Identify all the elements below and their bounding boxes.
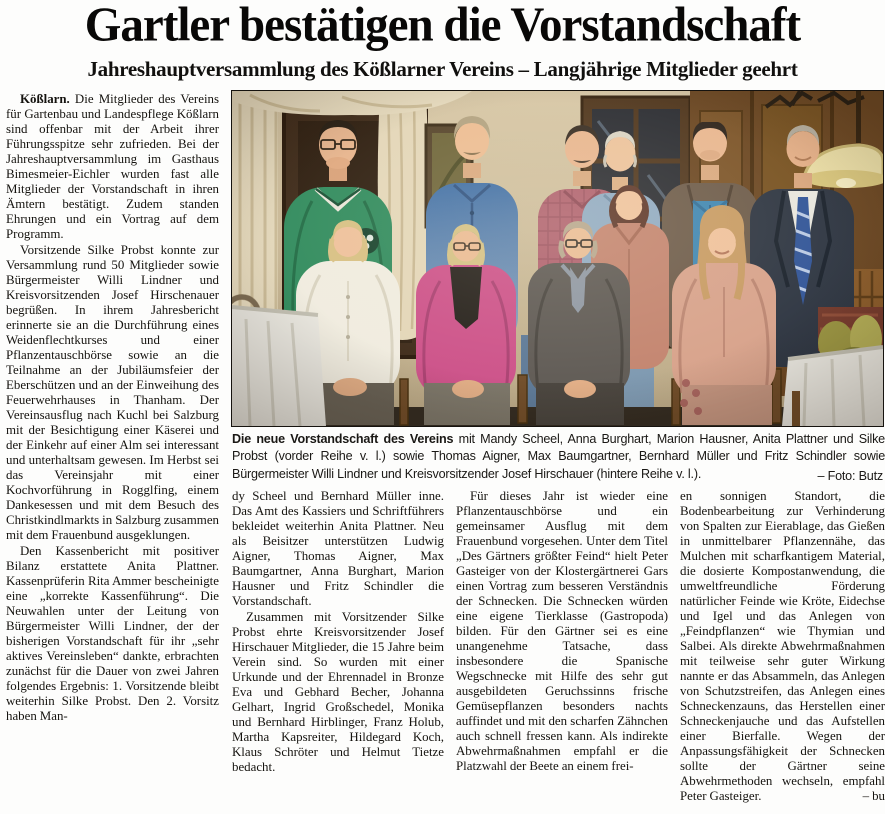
article-headline: Gartler bestätigen die Vorstandschaft — [84, 0, 801, 53]
photo-credit: – Foto: Butz — [809, 468, 883, 485]
paragraph-text: Die Mitglieder des Vereins für Gartenbau und Landespflege Kößlarn sind offenbar mit der Arbeit ihrer Führungsspitze sehr zufrieden. Bei der Jahreshauptversammlung im Gasthaus Bimesmeier-Eichler wurden fast alle Mitglieder der Vorstandschaft in ihren Ämtern bestätigt. Zudem standen Ehrungen und ein Vortrag auf dem Programm. — [6, 92, 219, 241]
paragraph: Den Kassenbericht mit positiver Bilanz erstattete Anita Plattner. Kassenprüferin Rita Ammer bescheinigte eine „korrekte Kassenführung“. Die Neuwahlen unter der Leitung von Bürgermeister Willi Lindner, der der bisherigen Vorstandschaft für ihr „sehr aktives Vereinsleben“ dankte, erbrachten zunächst für die Dauer von zwei Jahren folgendes Ergebnis: 1. Vorsitzende bleibt weiterhin Silke Probst. Den 2. Vorsitz haben Man- — [6, 544, 219, 723]
caption-lead: Die neue Vorstandschaft des Vereins — [232, 432, 454, 446]
group-photo-illustration — [232, 91, 883, 426]
caption-text: mit Mandy Scheel, Anna Burghart, Marion Hausner, Anita Plattner und Silke Probst (vorder Reihe v. l.) sowie Thomas Aigner, Max Baumgartner, Bernhard Müller und Fritz Schindler sowie Bürgermeister Willi Lindner und Kreisvorsitzender Josef Hirschauer (hintere Reihe v. l.). — [232, 432, 885, 481]
author-sign-off: – bu — [862, 789, 885, 803]
article-column-4 — [680, 489, 885, 814]
article-column-3 — [456, 489, 668, 814]
paragraph: dy Scheel und Bernhard Müller inne. Das Amt des Kassiers und Schriftführers bekleidet weiterhin Anita Plattner. Neu als Beisitzer unterstützen Ludwig Aigner, Thomas Aigner, Max Baumgartner, Anna Burghart, Marion Hausner und Fritz Schindler die Vorstandschaft. — [232, 489, 444, 608]
paragraph — [680, 489, 885, 804]
article-subheadline: Jahreshauptversammlung des Kößlarner Vereins – Langjährige Mitglieder geehrt — [87, 57, 798, 81]
article-column-1 — [6, 92, 219, 814]
paragraph: Für dieses Jahr ist wieder eine Pflanzentauschbörse und ein gemeinsamer Ausflug mit dem Frauenbund vorgesehen. Unter dem Titel „Des Gärtners größter Feind“ hielt Peter Gasteiger von der Klostergärtnerei Gars einen Vortrag zum besseren Verständnis der Schnecken. Die Schnecken würden eine eigene Tierklasse (Gastropoda) bilden. Für den Gärtner sei es eine unangenehme Tatsache, dass insbesondere die Spanische Wegschnecke mit Hilfe des sehr gut ausgebildeten Geruchssinns frische Gemüsepflanzen besonders nachts auffindet und mit den scharfen Zähnchen auch schnell fressen kann. Als indirekte Abwehrmaßnahmen empfahl er die Platzwahl der Beete an einem frei- — [456, 489, 668, 773]
dateline: Kößlarn. — [20, 92, 70, 106]
paragraph: Vorsitzende Silke Probst konnte zur Versammlung rund 50 Mitglieder sowie Bürgermeister Willi Lindner und Kreisvorsitzenden Josef Hirschenauer begrüßen. In ihrem Jahresbericht erinnerte sie an die Durchführung eines Weidenflechtkurses und einer Pflanzentauschbörse sowie an die Teilnahme an der Jubiläumsfeier der Eberschützen und an der Einweihung des Feuerwehrhauses in Thanham. Der Vereinsausflug nach Kuchl bei Salzburg mit der Besichtigung einer Käserei und der Einkehr auf einer Alm sei interessant und unterhaltsam gewesen. Im Herbst sei das Vereinsjahr mit einer Kochvorführung in Rogglfing, einem Dankesessen und mit dem Besuch des Christkindlmarkts in Salzburg zusammen mit dem Frauenbund ausgeklungen. — [6, 243, 219, 542]
photo-caption — [232, 431, 885, 486]
group-photo — [231, 90, 884, 427]
paragraph-text: en sonnigen Standort, die Bodenbearbeitung zur Verhinderung von Spalten zur Eierablage, das Gießen in unmittelbarer Pflanzennähe, das Mulchen mit scharfkantigem Material, die dosierte Kompostanwendung, die umweltfreundliche Förderung natürlicher Feinde wie Kröte, Eidechse und Igel und das Anlegen von „Feindpflanzen“ wie Thymian und Salbei. Als direkte Abwehrmaßnahmen mit teilweise sehr guter Wirkung nannte er das Absammeln, das Anlegen von Schutzstreifen, das Anlegen eines Schneckenzauns, das Herstellen einer Schneckenjauche und das Aufstellen einer Bierfalle. Wegen der Anpassungsfähigkeit der Schnecken sollte der Gärtner seine Abwehrmethoden wechseln, empfahl Peter Gasteiger. — [680, 489, 885, 803]
paragraph — [6, 92, 219, 242]
vignette — [232, 91, 883, 426]
paragraph: Zusammen mit Vorsitzender Silke Probst ehrte Kreisvorsitzender Josef Hirschauer Mitglieder, die 15 Jahre beim Verein sind. So wurden mit einer Urkunde und der Ehrennadel in Bronze Eva und Gebhard Becher, Johanna Gelhart, Ingrid Großschedel, Monika und Bernhard Hirblinger, Franz Holub, Martha Kapsreiter, Hildegard Koch, Klaus Schröter und Helmut Tietze bedacht. — [232, 610, 444, 774]
article-column-2 — [232, 489, 444, 814]
